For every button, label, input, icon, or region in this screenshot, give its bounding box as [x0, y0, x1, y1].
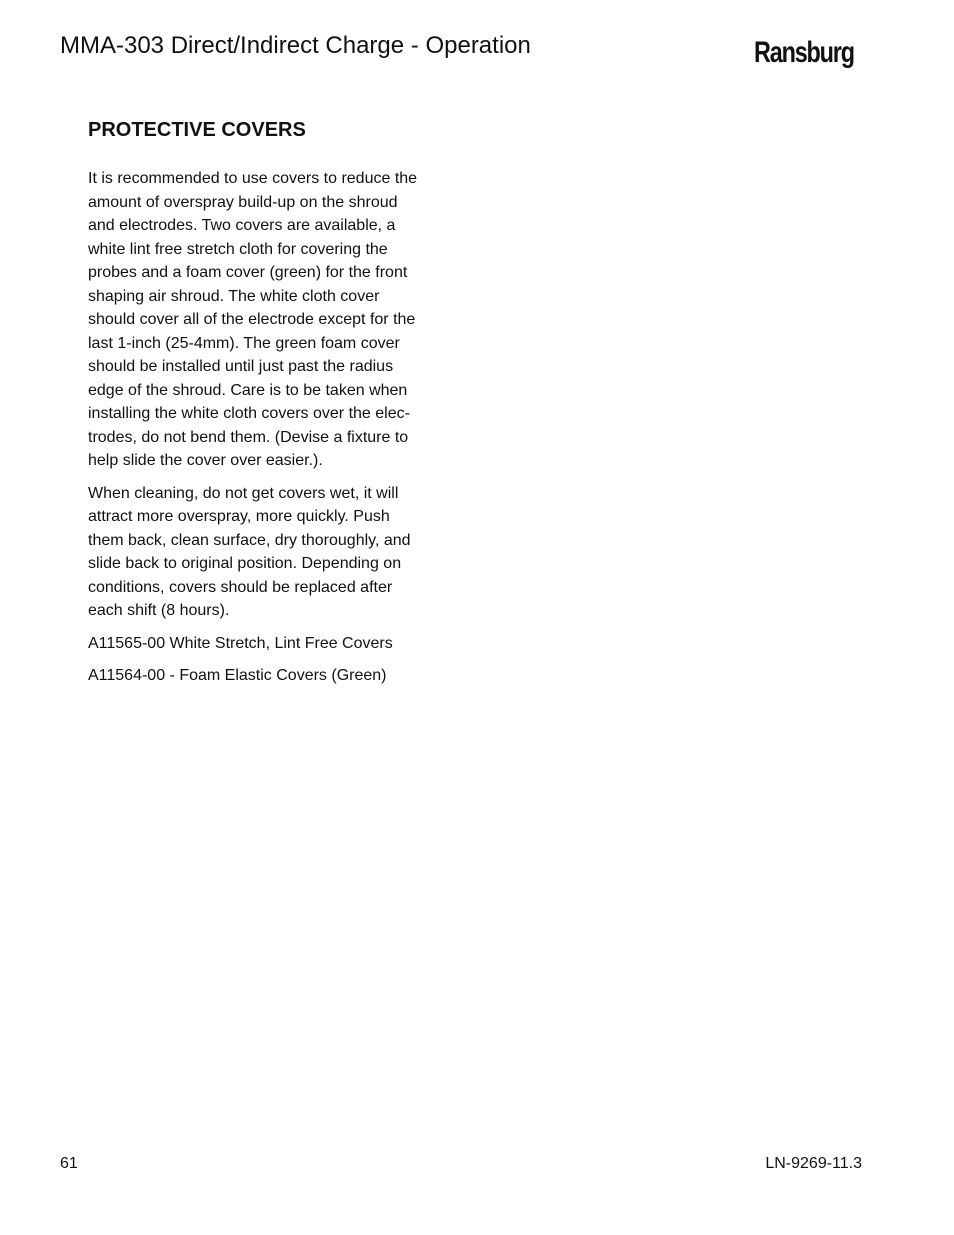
paragraph-line: attract more overspray, more quickly. Push: [88, 508, 390, 525]
ransburg-logo: Ransburg: [754, 36, 854, 69]
paragraph-line: white lint free stretch cloth for covering the: [88, 240, 388, 258]
paragraph-line: amount of overspray build-up on the shroud: [88, 193, 398, 211]
paragraph-line: probes and a foam cover (green) for the front: [88, 264, 408, 281]
paragraph-line: should be installed until just past the radius: [88, 358, 394, 375]
document-number: LN-9269-11.3: [765, 1155, 862, 1172]
paragraph-line: each shift (8 hours).: [88, 602, 230, 619]
part-number-white-covers: A11565-00 White Stretch, Lint Free Covers: [88, 634, 393, 652]
paragraph-line: them back, clean surface, dry thoroughly, and: [88, 531, 411, 549]
paragraph-line: trodes, do not bend them. (Devise a fixture to: [88, 428, 409, 446]
paragraph-cover-usage: [88, 167, 448, 473]
section-heading: PROTECTIVE COVERS: [88, 119, 306, 141]
paragraph-line: should cover all of the electrode except for the: [88, 311, 416, 328]
paragraph-line: slide back to original position. Depending on: [88, 555, 402, 572]
paragraph-cleaning: [88, 482, 448, 623]
protective-covers-section: [88, 116, 448, 697]
paragraph-line: last 1-inch (25-4mm). The green foam cover: [88, 334, 400, 352]
paragraph-line: shaping air shroud. The white cloth cover: [88, 287, 380, 305]
paragraph-line: help slide the cover over easier.).: [88, 452, 323, 469]
page-number: 61: [60, 1155, 78, 1172]
page-header-title: MMA-303 Direct/Indirect Charge - Operation: [60, 32, 531, 59]
part-number-foam-covers: A11564-00 - Foam Elastic Covers (Green): [88, 667, 387, 684]
paragraph-line: edge of the shroud. Care is to be taken when: [88, 381, 408, 399]
paragraph-line: It is recommended to use covers to reduce the: [88, 170, 418, 187]
paragraph-line: and electrodes. Two covers are available, a: [88, 217, 396, 234]
paragraph-line: conditions, covers should be replaced after: [88, 578, 393, 596]
paragraph-line: When cleaning, do not get covers wet, it will: [88, 484, 399, 502]
paragraph-line: installing the white cloth covers over the elec-: [88, 405, 410, 422]
